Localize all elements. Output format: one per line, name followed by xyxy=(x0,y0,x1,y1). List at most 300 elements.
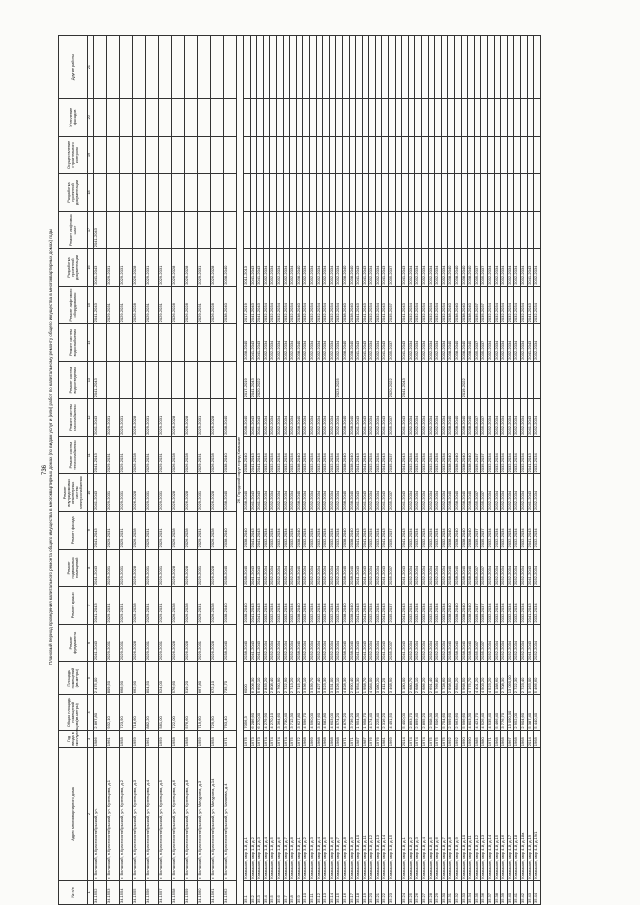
row-period-cell: 2038-2040 xyxy=(455,286,462,324)
row-period-cell: 2032-2034 xyxy=(263,587,270,625)
row-period-cell: 2032-2034 xyxy=(323,511,330,549)
row-period-cell xyxy=(448,211,455,249)
row-empty-cell xyxy=(534,174,541,212)
row-period-cell: 2032-2034 xyxy=(514,249,521,287)
row-period-cell: 2032-2034 xyxy=(520,286,527,324)
row-period-cell: 2038-2040 xyxy=(468,399,475,437)
row-premises-area: 3 531,00 xyxy=(329,662,336,695)
row-period-cell: 2032-2034 xyxy=(369,549,376,587)
row-period-cell: 2032-2034 xyxy=(375,474,382,512)
row-period-cell: 2035-2037 xyxy=(481,324,488,362)
row-period-cell: 2029-2031 xyxy=(107,624,120,662)
row-period-cell xyxy=(159,324,172,362)
row-year: 1967 xyxy=(507,730,514,748)
row-period-cell: 2035-2037 xyxy=(481,624,488,662)
row-period-cell: 2032-2034 xyxy=(263,624,270,662)
row-period-cell: 2041-2043 xyxy=(257,399,264,437)
row-number: 35.41 xyxy=(514,880,521,904)
row-premises-area: 2 833,20 xyxy=(263,662,270,695)
row-period-cell xyxy=(481,361,488,399)
table-row xyxy=(224,36,237,905)
row-year: 1958 xyxy=(211,730,224,748)
row-period-cell: 2041-2043 xyxy=(356,624,363,662)
table-body xyxy=(94,36,541,905)
row-period-cell: 2032-2034 xyxy=(408,511,415,549)
row-period-cell: 2032-2034 xyxy=(283,436,290,474)
row-period-cell: 2032-2034 xyxy=(336,399,343,437)
row-period-cell: 2032-2034 xyxy=(276,324,283,362)
row-empty-cell xyxy=(329,174,336,212)
row-number: 35.36 xyxy=(481,880,488,904)
row-period-cell: 2032-2034 xyxy=(520,549,527,587)
row-period-cell: 2029-2031 xyxy=(198,436,211,474)
row-empty-cell xyxy=(422,136,429,174)
column-number: 13 xyxy=(88,361,94,399)
column-header: Ремонт систем водоснабжения xyxy=(59,324,88,362)
row-period-cell: 2041-2043 xyxy=(362,474,369,512)
row-empty-cell xyxy=(309,136,316,174)
row-period-cell: 2026-2028 xyxy=(133,624,146,662)
row-period-cell: 2032-2034 xyxy=(415,587,422,625)
row-period-cell: 2041-2043 xyxy=(402,361,409,399)
row-empty-cell xyxy=(244,174,251,212)
row-period-cell xyxy=(244,211,251,249)
row-empty-cell xyxy=(257,36,264,99)
row-period-cell: 2032-2034 xyxy=(487,286,494,324)
row-period-cell: 2038-2040 xyxy=(448,436,455,474)
row-period-cell xyxy=(323,361,330,399)
row-empty-cell xyxy=(94,36,107,99)
row-total-area: 719,60 xyxy=(198,695,211,730)
row-period-cell: 2017-2019 xyxy=(244,286,251,324)
row-period-cell: 2026-2028 xyxy=(211,624,224,662)
row-period-cell: 2029-2031 xyxy=(107,249,120,287)
row-number: 34.1561 xyxy=(211,880,224,904)
table-row xyxy=(172,36,185,905)
row-year: 1958 xyxy=(172,730,185,748)
row-empty-cell xyxy=(296,174,303,212)
row-empty-cell xyxy=(507,136,514,174)
row-number: 34.1556 xyxy=(146,880,159,904)
row-total-area: 793,40 xyxy=(224,695,237,730)
row-address: Камышин, мкр 4-й, д.15 xyxy=(494,748,501,881)
row-empty-cell xyxy=(408,36,415,99)
row-period-cell xyxy=(323,211,330,249)
row-total-area: 576,60 xyxy=(185,695,198,730)
row-total-area: 2 908,30 xyxy=(428,695,435,730)
row-address: г. Волжский, п.Краснооктябрьский, ул. Кузнецова, д.4 xyxy=(146,748,159,881)
row-period-cell: 2029-2031 xyxy=(107,474,120,512)
row-period-cell: 2035-2037 xyxy=(481,286,488,324)
row-premises-area: 2 722,90 xyxy=(283,662,290,695)
row-year: 1973 xyxy=(257,730,264,748)
row-empty-cell xyxy=(309,174,316,212)
row-period-cell: 2032-2034 xyxy=(276,587,283,625)
row-period-cell: 2029-2031 xyxy=(120,286,133,324)
row-period-cell: 2041-2043 xyxy=(362,249,369,287)
row-year: 1959 xyxy=(133,730,146,748)
row-period-cell: 2026-2028 xyxy=(185,624,198,662)
table-row xyxy=(198,36,211,905)
row-total-area: 4 582,80 xyxy=(323,695,330,730)
row-empty-cell xyxy=(133,136,146,174)
row-period-cell: 2029-2031 xyxy=(159,549,172,587)
row-year: 1981 xyxy=(382,730,389,748)
row-empty-cell xyxy=(198,99,211,137)
row-period-cell: 2038-2040 xyxy=(342,399,349,437)
row-year: 1968 xyxy=(534,730,541,748)
row-empty-cell xyxy=(159,99,172,137)
row-address: Камышин, мкр 1-й, д.1 xyxy=(244,748,251,881)
row-period-cell: 2032-2034 xyxy=(290,286,297,324)
row-period-cell: 2035-2037 xyxy=(389,436,396,474)
row-address: Камышин, мкр 4-й, д.4 xyxy=(422,748,429,881)
row-empty-cell xyxy=(276,136,283,174)
row-period-cell: 2041-2043 xyxy=(402,286,409,324)
row-number: 35.35 xyxy=(474,880,481,904)
row-period-cell: 2032-2034 xyxy=(316,286,323,324)
row-number: 35.32 xyxy=(455,880,462,904)
row-period-cell: 2032-2034 xyxy=(415,511,422,549)
row-period-cell: 2032-2034 xyxy=(375,549,382,587)
row-period-cell: 2032-2034 xyxy=(428,324,435,362)
row-period-cell: 2038-2040 xyxy=(468,587,475,625)
row-period-cell: 2041-2043 xyxy=(257,511,264,549)
row-period-cell: 2032-2034 xyxy=(329,249,336,287)
row-period-cell xyxy=(415,361,422,399)
row-period-cell: 2032-2034 xyxy=(415,436,422,474)
row-empty-cell xyxy=(455,99,462,137)
column-header: Ремонт внутридомовых инженерных систем электроснабжения xyxy=(59,474,88,512)
row-period-cell: 2032-2034 xyxy=(428,587,435,625)
row-period-cell: 2032-2034 xyxy=(323,587,330,625)
row-empty-cell xyxy=(428,36,435,99)
row-period-cell: 2035-2037 xyxy=(389,549,396,587)
row-period-cell: 2032-2034 xyxy=(316,474,323,512)
row-period-cell: 2026-2028 xyxy=(172,286,185,324)
row-period-cell: 2032-2034 xyxy=(263,549,270,587)
row-period-cell: 2026-2028 xyxy=(133,286,146,324)
row-address: Камышин, мкр 4-й, д.12 xyxy=(474,748,481,881)
row-period-cell: 2032-2034 xyxy=(283,624,290,662)
row-period-cell: 2032-2034 xyxy=(329,624,336,662)
row-total-area: 6 270,00 xyxy=(257,695,264,730)
row-empty-cell xyxy=(224,136,237,174)
row-period-cell: 2029-2031 xyxy=(146,587,159,625)
row-period-cell: 2032-2034 xyxy=(369,399,376,437)
row-period-cell: 2032-2034 xyxy=(422,587,429,625)
row-period-cell: 2026-2028 xyxy=(172,399,185,437)
row-empty-cell xyxy=(422,99,429,137)
row-period-cell xyxy=(448,361,455,399)
row-period-cell: 2032-2034 xyxy=(283,549,290,587)
row-empty-cell xyxy=(316,36,323,99)
row-total-area: 4 876,20 xyxy=(342,695,349,730)
row-period-cell: 2032-2034 xyxy=(329,474,336,512)
row-address: Камышин, мкр 1-й, д.4 xyxy=(263,748,270,881)
row-period-cell: 2032-2034 xyxy=(408,587,415,625)
row-period-cell: 2032-2034 xyxy=(514,587,521,625)
row-period-cell: 2029-2031 xyxy=(146,549,159,587)
row-period-cell: 2026-2028 xyxy=(211,436,224,474)
row-period-cell: 2032-2034 xyxy=(487,474,494,512)
row-period-cell xyxy=(461,211,468,249)
row-period-cell: 2032-2034 xyxy=(283,286,290,324)
row-period-cell: 2041-2043 xyxy=(527,286,534,324)
row-period-cell xyxy=(520,361,527,399)
row-period-cell: 2041-2043 xyxy=(382,399,389,437)
column-number: 18 xyxy=(88,174,94,212)
row-total-area: 5 996,60 xyxy=(461,695,468,730)
row-period-cell: 2032-2034 xyxy=(369,474,376,512)
row-empty-cell xyxy=(448,174,455,212)
row-premises-area: 4 523,20 xyxy=(487,662,494,695)
row-period-cell: 2032-2034 xyxy=(441,324,448,362)
row-empty-cell xyxy=(303,99,310,137)
row-period-cell: 2029-2031 xyxy=(159,286,172,324)
row-empty-cell xyxy=(487,36,494,99)
row-empty-cell xyxy=(323,36,330,99)
row-empty-cell xyxy=(244,99,251,137)
row-empty-cell xyxy=(316,99,323,137)
row-period-cell: 2032-2034 xyxy=(316,436,323,474)
row-empty-cell xyxy=(362,99,369,137)
row-empty-cell xyxy=(336,99,343,137)
row-premises-area: 5 188,60 xyxy=(494,662,501,695)
row-period-cell: 2041-2043 xyxy=(362,511,369,549)
row-period-cell: 2032-2034 xyxy=(534,324,541,362)
row-empty-cell xyxy=(369,36,376,99)
row-period-cell: 2041-2043 xyxy=(382,286,389,324)
row-total-area: 581,00 xyxy=(159,695,172,730)
row-period-cell: 2032-2034 xyxy=(323,624,330,662)
row-total-area: 4 421,70 xyxy=(474,695,481,730)
row-period-cell: 2032-2034 xyxy=(441,511,448,549)
row-period-cell: 2026-2028 xyxy=(133,436,146,474)
row-empty-cell xyxy=(224,174,237,212)
row-number: 35.7 xyxy=(283,880,290,904)
row-number: 35.29 xyxy=(435,880,442,904)
row-empty-cell xyxy=(501,36,508,99)
row-premises-area: 6000 xyxy=(244,662,251,695)
row-premises-area: 2 688,10 xyxy=(415,662,422,695)
row-empty-cell xyxy=(172,174,185,212)
row-period-cell: 2026-2028 xyxy=(133,587,146,625)
row-empty-cell xyxy=(323,136,330,174)
row-number: 35.33 xyxy=(461,880,468,904)
row-period-cell: 2032-2034 xyxy=(435,474,442,512)
row-empty-cell xyxy=(329,136,336,174)
row-year: 1968 xyxy=(316,730,323,748)
row-period-cell xyxy=(316,211,323,249)
row-premises-area: 5 968,50 xyxy=(461,662,468,695)
row-period-cell: 2038-2040 xyxy=(342,587,349,625)
row-period-cell: 2032-2034 xyxy=(276,286,283,324)
row-period-cell: 2041-2043 xyxy=(356,511,363,549)
row-period-cell: 2026-2028 xyxy=(185,511,198,549)
row-period-cell: 2032-2034 xyxy=(514,549,521,587)
row-year: 1992 xyxy=(455,730,462,748)
row-period-cell xyxy=(198,324,211,362)
row-period-cell: 2032-2034 xyxy=(336,587,343,625)
row-period-cell: 2035-2037 xyxy=(474,324,481,362)
row-empty-cell xyxy=(263,174,270,212)
row-number: 34.1552 xyxy=(94,880,107,904)
row-period-cell: 2026-2028 xyxy=(172,624,185,662)
row-period-cell: 2032-2034 xyxy=(441,474,448,512)
row-period-cell: 2032-2034 xyxy=(309,324,316,362)
row-number: 35.3 xyxy=(257,880,264,904)
row-period-cell: 2038-2040 xyxy=(468,511,475,549)
row-number: 35.23 xyxy=(389,880,396,904)
row-period-cell xyxy=(185,361,198,399)
row-period-cell: 2032-2034 xyxy=(428,624,435,662)
row-empty-cell xyxy=(507,174,514,212)
row-period-cell xyxy=(362,211,369,249)
row-empty-cell xyxy=(107,136,120,174)
row-period-cell: 2038-2040 xyxy=(455,436,462,474)
row-period-cell xyxy=(494,211,501,249)
row-premises-area: 2 475,00 xyxy=(94,662,107,695)
row-year: 1969 xyxy=(389,730,396,748)
row-empty-cell xyxy=(408,136,415,174)
row-premises-area: 809,50 xyxy=(107,662,120,695)
row-period-cell: 2032-2034 xyxy=(501,249,508,287)
row-premises-area: 3 536,10 xyxy=(303,662,310,695)
row-period-cell: 2029-2031 xyxy=(120,474,133,512)
row-period-cell: 2041-2043 xyxy=(94,549,107,587)
row-period-cell: 2032-2034 xyxy=(494,249,501,287)
row-total-area: 3 736,20 xyxy=(349,695,356,730)
row-period-cell: 2032-2034 xyxy=(369,436,376,474)
row-period-cell: 2032-2034 xyxy=(435,286,442,324)
row-year: 1992 xyxy=(448,730,455,748)
row-empty-cell xyxy=(356,174,363,212)
row-number: 35.25 xyxy=(408,880,415,904)
row-address: Камышин, мкр 4-й, д.9 xyxy=(455,748,462,881)
row-period-cell: 2032-2034 xyxy=(375,624,382,662)
row-period-cell: 2032-2034 xyxy=(303,324,310,362)
row-period-cell xyxy=(224,361,237,399)
row-total-area: 1 958,70 xyxy=(362,695,369,730)
row-period-cell: 2032-2034 xyxy=(369,624,376,662)
row-period-cell: 2038-2040 xyxy=(224,549,237,587)
row-period-cell: 2026-2028 xyxy=(211,587,224,625)
row-address: Камышин, мкр 3-й, д.12 xyxy=(369,748,376,881)
row-period-cell: 2032-2034 xyxy=(507,474,514,512)
row-empty-cell xyxy=(146,136,159,174)
row-period-cell: 2038-2040 xyxy=(296,474,303,512)
row-year: 1975 xyxy=(244,730,251,748)
row-empty-cell xyxy=(159,136,172,174)
row-year: 1975 xyxy=(290,730,297,748)
row-period-cell: 2038-2040 xyxy=(448,474,455,512)
row-period-cell: 2032-2034 xyxy=(441,624,448,662)
row-period-cell: 2038-2040 xyxy=(296,286,303,324)
row-period-cell: 2041-2043 xyxy=(382,549,389,587)
page-number: 736 xyxy=(42,464,48,475)
row-period-cell xyxy=(362,361,369,399)
row-period-cell: 2035-2037 xyxy=(389,286,396,324)
row-period-cell: 2035-2037 xyxy=(474,587,481,625)
row-empty-cell xyxy=(349,136,356,174)
row-period-cell: 2032-2034 xyxy=(336,286,343,324)
row-period-cell: 2041-2043 xyxy=(527,549,534,587)
row-period-cell: 2032-2034 xyxy=(316,324,323,362)
row-period-cell: 2038-2040 xyxy=(342,511,349,549)
row-period-cell: 2029-2031 xyxy=(159,587,172,625)
column-header: Разработка проектной документации xyxy=(59,249,88,287)
row-empty-cell xyxy=(481,99,488,137)
row-empty-cell xyxy=(198,36,211,99)
column-header: Ремонт систем теплоснабжения xyxy=(59,436,88,474)
row-address: Камышин, мкр 3-й, д.10 xyxy=(356,748,363,881)
row-period-cell xyxy=(276,211,283,249)
spacer-cell xyxy=(395,136,402,174)
row-period-cell: 2029-2031 xyxy=(146,624,159,662)
row-period-cell: 2038-2040 xyxy=(296,587,303,625)
row-period-cell xyxy=(172,211,185,249)
row-period-cell: 2038-2040 xyxy=(349,249,356,287)
row-period-cell: 2032-2034 xyxy=(270,249,277,287)
row-number: 34.1555 xyxy=(133,880,146,904)
row-period-cell: 2029-2031 xyxy=(146,286,159,324)
row-empty-cell xyxy=(422,174,429,212)
row-empty-cell xyxy=(435,36,442,99)
row-number: 35.18 xyxy=(356,880,363,904)
row-period-cell xyxy=(487,211,494,249)
column-number: 21 xyxy=(88,36,94,99)
row-empty-cell xyxy=(107,36,120,99)
row-empty-cell xyxy=(290,36,297,99)
row-period-cell: 2035-2037 xyxy=(474,286,481,324)
row-period-cell xyxy=(428,361,435,399)
row-period-cell: 2041-2043 xyxy=(382,324,389,362)
row-period-cell: 2032-2034 xyxy=(283,399,290,437)
row-period-cell: 2032-2034 xyxy=(415,624,422,662)
row-number: 35.1 xyxy=(244,880,251,904)
row-total-area: 3 364,60 xyxy=(276,695,283,730)
row-period-cell: 2032-2034 xyxy=(435,249,442,287)
row-period-cell: 2038-2040 xyxy=(468,286,475,324)
row-period-cell: 2032-2034 xyxy=(303,624,310,662)
row-period-cell: 2035-2037 xyxy=(474,624,481,662)
row-period-cell xyxy=(342,361,349,399)
row-period-cell: 2026-2028 xyxy=(185,587,198,625)
row-year: 1968 xyxy=(501,730,508,748)
row-empty-cell xyxy=(120,174,133,212)
row-address: Камышин, мкр 4-й, д.8 xyxy=(448,748,455,881)
row-total-area: 729,50 xyxy=(211,695,224,730)
row-period-cell: 2032-2034 xyxy=(263,399,270,437)
row-empty-cell xyxy=(270,136,277,174)
row-empty-cell xyxy=(159,36,172,99)
row-period-cell xyxy=(316,361,323,399)
row-period-cell: 2038-2040 xyxy=(461,399,468,437)
row-year: 1968 xyxy=(514,730,521,748)
row-period-cell: 2035-2037 xyxy=(481,399,488,437)
row-empty-cell xyxy=(455,36,462,99)
row-period-cell: 2041-2043 xyxy=(250,399,257,437)
row-period-cell: 2032-2034 xyxy=(270,286,277,324)
row-number: 35.26 xyxy=(415,880,422,904)
row-period-cell: 2041-2043 xyxy=(356,286,363,324)
row-period-cell: 2029-2031 xyxy=(146,399,159,437)
row-address: г. Волжский, п.Краснооктябрьский, ул. Кузнецова, д.6 xyxy=(172,748,185,881)
row-period-cell: 2032-2034 xyxy=(534,511,541,549)
row-total-area: 3 776,70 xyxy=(501,695,508,730)
row-period-cell: 2032-2034 xyxy=(494,549,501,587)
